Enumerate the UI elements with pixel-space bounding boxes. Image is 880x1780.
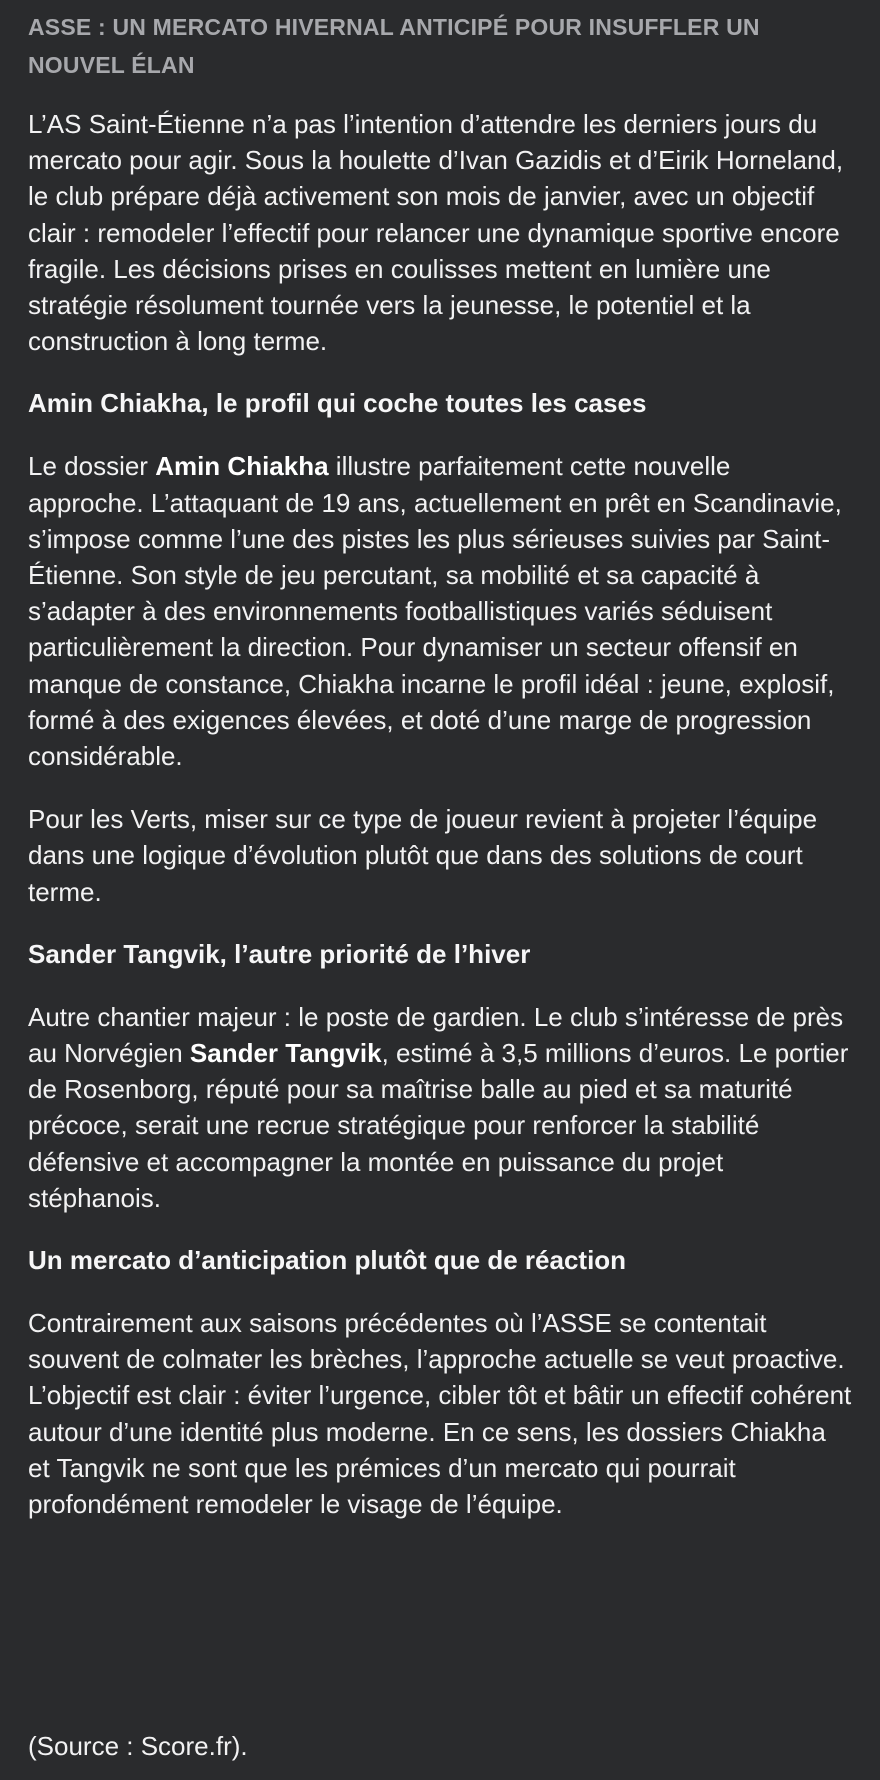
paragraph-anticipation: Contrairement aux saisons précédentes où l’ASSE se contentait souvent de colmater les brèches, l’approche actuelle se veut proactive. L’objectif est clair : éviter l’urgence, cibler tôt et bâtir un effectif cohérent autour d’une identité plus moderne. En ce sens, les dossiers Chiakha et Tangvik ne sont que les prémices d’un mercato qui pourrait profondément remodeler le visage de l’équipe. (28, 1308, 852, 1520)
section-heading-tangvik: Sander Tangvik, l’autre priorité de l’hiver (28, 938, 531, 969)
paragraph-text: Autre chantier majeur : le poste de gardien. Le club s’intéresse de près au Norvégien (28, 1001, 844, 1069)
paragraph-verts: Pour les Verts, miser sur ce type de joueur revient à projeter l’équipe dans une logique d’évolution plutôt que dans des solutions de court terme. (28, 804, 818, 907)
paragraph-chiakha (28, 448, 852, 774)
section-heading-chiakha: Amin Chiakha, le profil qui coche toutes les cases (28, 388, 647, 419)
paragraph-text: , estimé à 3,5 millions d’euros. Le portier de Rosenborg, réputé pour sa maîtrise balle au pied et sa maturité précoce, serait une recrue stratégique pour renforcer la stabilité défensive et accompagner la montée en puissance du projet stéphanois. (28, 1038, 849, 1213)
player-name-chiakha: Amin Chiakha (155, 451, 329, 482)
paragraph-text: Le dossier (28, 451, 156, 482)
intro-paragraph: L’AS Saint-Étienne n’a pas l’intention d’attendre les derniers jours du mercato pour agir. Sous la houlette d’Ivan Gazidis et d’Eirik Horneland, le club prépare déjà activement son mois de janvier, avec un objectif clair : remodeler l’effectif pour relancer une dynamique sportive encore fragile. Les décisions prises en coulisses mettent en lumière une stratégie résolument tournée vers la jeunesse, le potentiel et la construction à long terme. (28, 109, 844, 357)
source-credit: (Source : Score.fr). (28, 1731, 248, 1761)
player-name-tangvik: Sander Tangvik (189, 1038, 382, 1069)
paragraph-tangvik (28, 999, 852, 1216)
paragraph-text: illustre parfaitement cette nouvelle approche. L’attaquant de 19 ans, actuellement en prêt en Scandinavie, s’impose comme l’une des pistes les plus sérieuses suivies par Saint-Étienne. Son style de jeu percutant, sa mobilité et sa capacité à s’adapter à des environnements footballistiques variés séduisent particulièrement la direction. Pour dynamiser un secteur offensif en manque de constance, Chiakha incarne le profil idéal : jeune, explosif, formé à des exigences élevées, et doté d’une marge de progression considérable. (28, 451, 842, 772)
section-heading-anticipation: Un mercato d’anticipation plutôt que de réaction (28, 1245, 627, 1276)
article-headline: ASSE : UN MERCATO HIVERNAL ANTICIPÉ POUR INSUFFLER UN NOUVEL ÉLAN (28, 14, 760, 78)
